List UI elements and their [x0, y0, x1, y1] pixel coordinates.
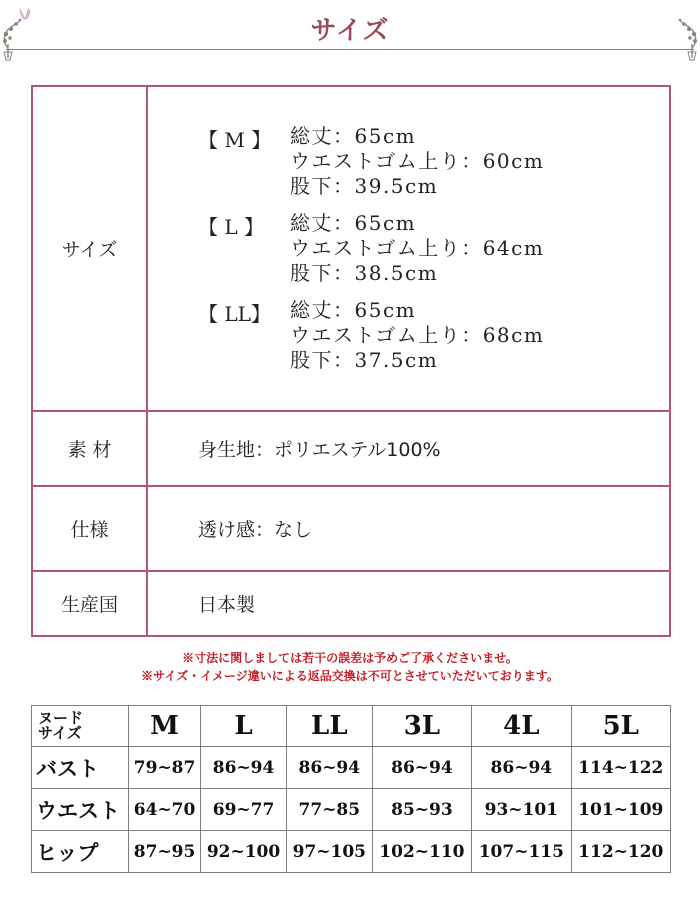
- note-line: ※サイズ・イメージ違いによる返品交換は不可とさせていただいております。: [141, 669, 559, 683]
- table-cell: 79~87: [129, 747, 201, 789]
- table-cell: 86~94: [201, 747, 287, 789]
- table-row: [32, 789, 671, 831]
- header-divider: [6, 49, 694, 50]
- column-header: M: [129, 706, 201, 747]
- measurement-line: 股下：38.5cm: [290, 261, 439, 285]
- spec-label: 生産国: [32, 571, 147, 636]
- corner-line: サイズ: [38, 724, 82, 742]
- spec-label: サイズ: [32, 86, 147, 411]
- row-header: ヒップ: [32, 831, 129, 873]
- measurement-line: 股下：37.5cm: [290, 348, 439, 372]
- table-cell: 64~70: [129, 789, 201, 831]
- spec-value: 日本製: [147, 571, 670, 636]
- row-header: バスト: [32, 747, 129, 789]
- column-header: 5L: [571, 706, 670, 747]
- column-header: 4L: [472, 706, 571, 747]
- note-line: ※寸法に関しましては若干の誤差は予めご了承くださいませ。: [182, 651, 518, 665]
- table-cell: 85~93: [372, 789, 471, 831]
- spec-row-origin: [32, 571, 670, 636]
- table-cell: 86~94: [372, 747, 471, 789]
- measurement-line: 総丈：65cm: [290, 211, 417, 235]
- size-tag: 【 M 】: [198, 128, 272, 152]
- table-row: [32, 747, 671, 789]
- table-cell: 114~122: [571, 747, 670, 789]
- spec-row-material: [32, 411, 670, 486]
- page-title: サイズ: [310, 16, 390, 46]
- spec-value: 透け感：なし: [147, 486, 670, 571]
- column-header: 3L: [372, 706, 471, 747]
- table-cell: 86~94: [472, 747, 571, 789]
- row-header: ウエスト: [32, 789, 129, 831]
- size-measurements: [147, 86, 670, 411]
- measurement-line: 総丈：65cm: [290, 124, 417, 148]
- floral-ornament-icon: [674, 8, 700, 62]
- size-block-m: [198, 124, 669, 199]
- measurement-line: 股下：39.5cm: [290, 174, 439, 198]
- nude-size-table: [31, 705, 671, 873]
- table-row: [32, 831, 671, 873]
- table-cell: 92~100: [201, 831, 287, 873]
- measurement-line: ウエストゴム上り：64cm: [290, 236, 545, 260]
- size-tag: 【 L 】: [198, 215, 264, 239]
- table-cell: 93~101: [472, 789, 571, 831]
- table-cell: 112~120: [571, 831, 670, 873]
- section-header: [0, 0, 700, 60]
- table-cell: 97~105: [286, 831, 372, 873]
- table-cell: 69~77: [201, 789, 287, 831]
- table-cell: 87~95: [129, 831, 201, 873]
- product-spec-table: [31, 85, 671, 637]
- measurement-line: 総丈：65cm: [290, 298, 417, 322]
- column-header: L: [201, 706, 287, 747]
- spec-label: 仕様: [32, 486, 147, 571]
- column-header: LL: [286, 706, 372, 747]
- table-cell: 107~115: [472, 831, 571, 873]
- spec-value: 身生地：ポリエステル100%: [147, 411, 670, 486]
- size-tag: 【 LL】: [198, 302, 271, 326]
- corner-line: ヌード: [38, 709, 84, 727]
- disclaimer-notes: [0, 649, 700, 685]
- spec-label: 素 材: [32, 411, 147, 486]
- measurement-line: ウエストゴム上り：68cm: [290, 323, 545, 347]
- spec-row-specification: [32, 486, 670, 571]
- table-cell: 101~109: [571, 789, 670, 831]
- table-cell: 77~85: [286, 789, 372, 831]
- nude-table-header: [32, 706, 671, 747]
- corner-header: [32, 706, 129, 747]
- table-cell: 102~110: [372, 831, 471, 873]
- spec-row-size: [32, 86, 670, 411]
- measurement-line: ウエストゴム上り：60cm: [290, 149, 545, 173]
- size-block-ll: [198, 298, 669, 373]
- size-block-l: [198, 211, 669, 286]
- table-cell: 86~94: [286, 747, 372, 789]
